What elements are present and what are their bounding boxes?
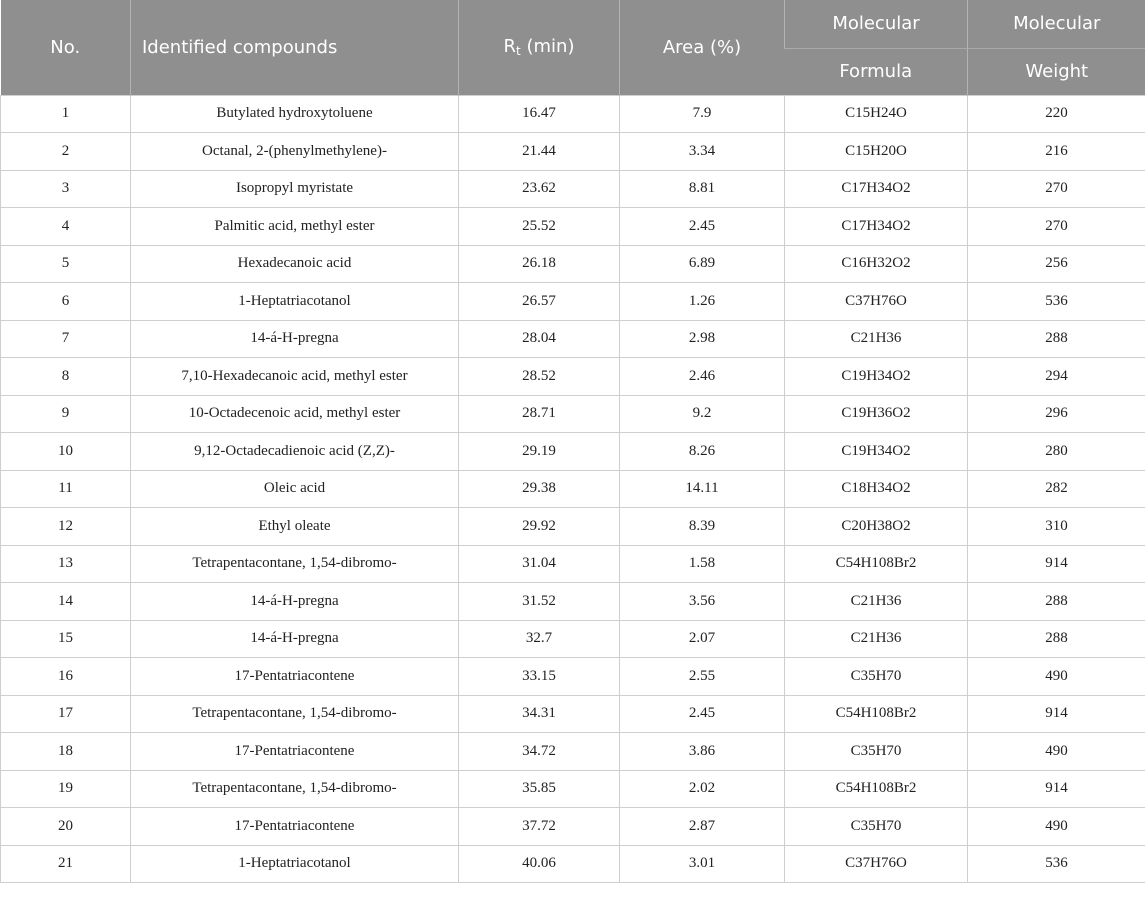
cell-area: 8.26 (620, 433, 785, 471)
table-row (1, 808, 1145, 846)
cell-rt: 32.7 (459, 620, 620, 658)
cell-formula: C35H70 (785, 808, 968, 846)
cell-rt: 37.72 (459, 808, 620, 846)
cell-weight: 288 (968, 583, 1145, 621)
cell-weight: 296 (968, 395, 1145, 433)
cell-formula: C21H36 (785, 583, 968, 621)
cell-formula: C15H24O (785, 95, 968, 133)
header-weight-line1: Molecular (968, 0, 1145, 48)
cell-compound: 9,12-Octadecadienoic acid (Z,Z)- (131, 433, 459, 471)
cell-weight: 280 (968, 433, 1145, 471)
cell-compound: 17-Pentatriacontene (131, 733, 459, 771)
cell-no: 18 (1, 733, 131, 771)
cell-no: 11 (1, 470, 131, 508)
cell-formula: C16H32O2 (785, 245, 968, 283)
cell-compound: 17-Pentatriacontene (131, 808, 459, 846)
cell-weight: 216 (968, 133, 1145, 171)
cell-no: 13 (1, 545, 131, 583)
cell-weight: 270 (968, 170, 1145, 208)
cell-no: 3 (1, 170, 131, 208)
cell-rt: 34.31 (459, 695, 620, 733)
cell-area: 3.34 (620, 133, 785, 171)
cell-no: 12 (1, 508, 131, 546)
table-row (1, 695, 1145, 733)
cell-formula: C19H34O2 (785, 358, 968, 396)
header-formula-line1: Molecular (785, 0, 968, 48)
cell-area: 7.9 (620, 95, 785, 133)
cell-compound: Octanal, 2-(phenylmethylene)- (131, 133, 459, 171)
cell-rt: 34.72 (459, 733, 620, 771)
table-row (1, 208, 1145, 246)
cell-no: 16 (1, 658, 131, 696)
cell-area: 2.98 (620, 320, 785, 358)
cell-rt: 29.38 (459, 470, 620, 508)
table-row (1, 845, 1145, 883)
table-row (1, 283, 1145, 321)
header-rt-label: R (503, 36, 517, 58)
cell-weight: 220 (968, 95, 1145, 133)
cell-compound: Oleic acid (131, 470, 459, 508)
cell-compound: Ethyl oleate (131, 508, 459, 546)
table-row (1, 358, 1145, 396)
cell-area: 2.45 (620, 695, 785, 733)
cell-weight: 914 (968, 545, 1145, 583)
cell-formula: C54H108Br2 (785, 770, 968, 808)
cell-formula: C18H34O2 (785, 470, 968, 508)
cell-compound: Butylated hydroxytoluene (131, 95, 459, 133)
table-row (1, 583, 1145, 621)
cell-area: 2.46 (620, 358, 785, 396)
cell-formula: C21H36 (785, 620, 968, 658)
cell-no: 8 (1, 358, 131, 396)
cell-weight: 288 (968, 320, 1145, 358)
cell-rt: 28.04 (459, 320, 620, 358)
cell-no: 14 (1, 583, 131, 621)
cell-compound: Hexadecanoic acid (131, 245, 459, 283)
cell-area: 1.26 (620, 283, 785, 321)
cell-formula: C17H34O2 (785, 208, 968, 246)
cell-compound: 7,10-Hexadecanoic acid, methyl ester (131, 358, 459, 396)
cell-compound: 14-á-H-pregna (131, 620, 459, 658)
cell-formula: C37H76O (785, 845, 968, 883)
table-row (1, 95, 1145, 133)
header-weight-line2: Weight (968, 48, 1145, 95)
cell-formula: C54H108Br2 (785, 545, 968, 583)
cell-no: 15 (1, 620, 131, 658)
cell-area: 8.39 (620, 508, 785, 546)
cell-formula: C35H70 (785, 658, 968, 696)
cell-rt: 26.18 (459, 245, 620, 283)
header-formula-line2: Formula (785, 48, 968, 95)
cell-rt: 29.19 (459, 433, 620, 471)
cell-formula: C15H20O (785, 133, 968, 171)
header-rt (459, 0, 620, 95)
cell-formula: C17H34O2 (785, 170, 968, 208)
cell-weight: 270 (968, 208, 1145, 246)
cell-weight: 256 (968, 245, 1145, 283)
cell-rt: 16.47 (459, 95, 620, 133)
cell-no: 17 (1, 695, 131, 733)
cell-no: 21 (1, 845, 131, 883)
cell-formula: C37H76O (785, 283, 968, 321)
cell-area: 3.01 (620, 845, 785, 883)
cell-no: 20 (1, 808, 131, 846)
cell-compound: Tetrapentacontane, 1,54-dibromo- (131, 770, 459, 808)
cell-compound: 1-Heptatriacotanol (131, 845, 459, 883)
table-row (1, 245, 1145, 283)
cell-weight: 490 (968, 658, 1145, 696)
cell-no: 7 (1, 320, 131, 358)
cell-rt: 40.06 (459, 845, 620, 883)
cell-weight: 310 (968, 508, 1145, 546)
cell-weight: 914 (968, 695, 1145, 733)
cell-no: 6 (1, 283, 131, 321)
cell-rt: 21.44 (459, 133, 620, 171)
cell-area: 3.56 (620, 583, 785, 621)
cell-weight: 490 (968, 808, 1145, 846)
cell-rt: 29.92 (459, 508, 620, 546)
table-row (1, 770, 1145, 808)
cell-area: 2.87 (620, 808, 785, 846)
cell-formula: C19H34O2 (785, 433, 968, 471)
table-row (1, 470, 1145, 508)
cell-rt: 33.15 (459, 658, 620, 696)
cell-weight: 288 (968, 620, 1145, 658)
cell-no: 9 (1, 395, 131, 433)
cell-weight: 282 (968, 470, 1145, 508)
cell-no: 5 (1, 245, 131, 283)
table-row (1, 620, 1145, 658)
cell-weight: 490 (968, 733, 1145, 771)
cell-area: 1.58 (620, 545, 785, 583)
cell-area: 14.11 (620, 470, 785, 508)
cell-area: 8.81 (620, 170, 785, 208)
header-rt-subscript: t (516, 44, 521, 59)
cell-rt: 31.52 (459, 583, 620, 621)
cell-weight: 294 (968, 358, 1145, 396)
cell-area: 2.55 (620, 658, 785, 696)
cell-no: 2 (1, 133, 131, 171)
cell-area: 2.02 (620, 770, 785, 808)
cell-rt: 28.71 (459, 395, 620, 433)
cell-area: 3.86 (620, 733, 785, 771)
cell-compound: 1-Heptatriacotanol (131, 283, 459, 321)
cell-compound: 14-á-H-pregna (131, 583, 459, 621)
table-body (1, 95, 1145, 883)
cell-no: 10 (1, 433, 131, 471)
cell-area: 2.45 (620, 208, 785, 246)
cell-formula: C54H108Br2 (785, 695, 968, 733)
table-row (1, 658, 1145, 696)
table-row (1, 733, 1145, 771)
cell-compound: Palmitic acid, methyl ester (131, 208, 459, 246)
header-compound: Identified compounds (131, 0, 459, 95)
cell-compound: 10-Octadecenoic acid, methyl ester (131, 395, 459, 433)
cell-no: 4 (1, 208, 131, 246)
cell-weight: 914 (968, 770, 1145, 808)
cell-formula: C21H36 (785, 320, 968, 358)
header-no: No. (1, 0, 131, 95)
cell-rt: 23.62 (459, 170, 620, 208)
cell-rt: 25.52 (459, 208, 620, 246)
cell-area: 6.89 (620, 245, 785, 283)
table-row (1, 133, 1145, 171)
cell-no: 1 (1, 95, 131, 133)
cell-area: 2.07 (620, 620, 785, 658)
table-row (1, 170, 1145, 208)
cell-no: 19 (1, 770, 131, 808)
table-row (1, 395, 1145, 433)
cell-formula: C20H38O2 (785, 508, 968, 546)
cell-rt: 28.52 (459, 358, 620, 396)
cell-weight: 536 (968, 845, 1145, 883)
cell-compound: Tetrapentacontane, 1,54-dibromo- (131, 695, 459, 733)
cell-compound: Tetrapentacontane, 1,54-dibromo- (131, 545, 459, 583)
table-row (1, 433, 1145, 471)
cell-rt: 26.57 (459, 283, 620, 321)
table-row (1, 320, 1145, 358)
cell-rt: 35.85 (459, 770, 620, 808)
cell-area: 9.2 (620, 395, 785, 433)
header-rt-unit: (min) (520, 36, 575, 58)
cell-compound: 14-á-H-pregna (131, 320, 459, 358)
table-row (1, 545, 1145, 583)
cell-compound: 17-Pentatriacontene (131, 658, 459, 696)
table-header (1, 0, 1145, 95)
cell-compound: Isopropyl myristate (131, 170, 459, 208)
table-row (1, 508, 1145, 546)
header-area: Area (%) (620, 0, 785, 95)
cell-formula: C35H70 (785, 733, 968, 771)
cell-rt: 31.04 (459, 545, 620, 583)
cell-formula: C19H36O2 (785, 395, 968, 433)
cell-weight: 536 (968, 283, 1145, 321)
